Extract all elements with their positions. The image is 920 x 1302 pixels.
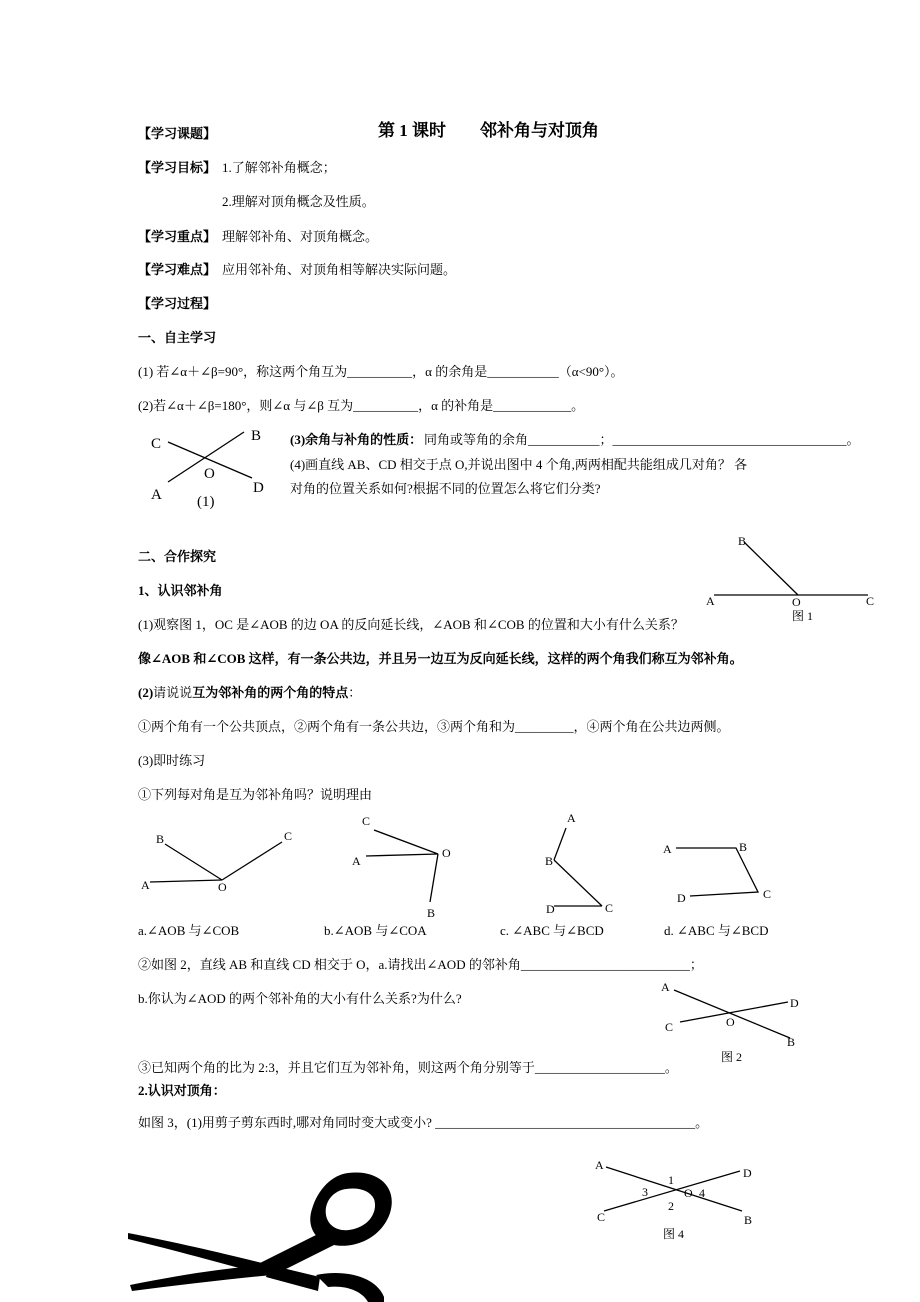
figure-tu1 [700,530,880,610]
fig1-label-b: B [251,428,262,444]
tu4-label-o: O [684,1186,693,1200]
figd-label-d: D [677,891,686,905]
figd-label-c: C [763,887,772,901]
scissors-illustration [120,1165,400,1302]
tu4-label-b: B [744,1213,753,1227]
figa-caption: a.∠AOB 与∠COB [138,923,240,938]
difficulty-text: 应用邻补角、对顶角相等解决实际问题。 [222,262,457,277]
figd-caption: d. ∠ABC 与∠BCD [664,923,769,938]
fig1-label-c: C [151,436,162,452]
figb-label-o: O [442,846,451,860]
tu4-label-3: 3 [642,1185,648,1199]
figb-label-b: B [427,906,436,920]
tu4-label-d: D [743,1166,752,1180]
section1-q3-rest: 同角或等角的余角___________；____________________________________。 [424,432,860,447]
figa-label-c: C [284,829,293,843]
tu4-label-c: C [597,1210,606,1224]
tu1-label-c: C [866,594,875,608]
goals-label: 【学习目标】 [138,160,217,175]
figb-caption: b.∠AOB 与∠COA [324,923,427,938]
section1-q2: (2)若∠α＋∠β=180°，则∠α 与∠β 互为__________，α 的补角是____________。 [138,398,585,413]
section2-p3: (3)即时练习 [138,753,206,768]
section1-q3-bold: (3)余角与补角的性质： [290,432,423,447]
difficulty-label: 【学习难点】 [138,262,217,277]
section2-sub1: 1、认识邻补角 [138,583,223,598]
fig1-label-a: A [151,487,162,503]
keypoint-label: 【学习重点】 [138,229,217,244]
tu4-label-4: 4 [699,1186,705,1200]
figa-label-o: O [218,880,227,894]
page-title: 第 1 课时 邻补角与对顶角 [378,121,599,140]
figc-label-c: C [605,901,614,915]
subject-label: 【学习课题】 [138,126,217,141]
tu2-label-o: O [726,1015,735,1029]
keypoint-text: 理解邻补角、对顶角概念。 [222,229,379,244]
section2-p2 [138,685,361,701]
section2-ex2a: ②如图 2，直线 AB 和直线 CD 相交于 O，a.请找出∠AOD 的邻补角__________________________； [138,957,703,972]
figa-label-b: B [156,832,165,846]
p2-bold: 互为邻补角的两个角的特点 [192,685,349,700]
figd-label-a: A [663,842,672,856]
tu2-label-a: A [661,980,670,994]
tu1-caption: 图 1 [792,609,814,623]
section2-p2-items: ①两个角有一个公共顶点，②两个角有一条公共边，③两个角和为_________，④两个角在公共边两侧。 [138,719,730,734]
goal-item-1: 1.了解邻补角概念； [222,160,336,175]
tu4-label-a: A [595,1158,604,1172]
p2-mid: 请说说 [153,685,193,700]
tu4-label-1: 1 [668,1173,674,1187]
figc-label-d: D [546,902,555,916]
section2-ex2b: b.你认为∠AOD 的两个邻补角的大小有什么关系?为什么? [138,991,462,1006]
tu2-caption: 图 2 [721,1050,743,1064]
tu2-label-d: D [790,996,799,1010]
tu2-label-c: C [665,1020,674,1034]
tu1-label-o: O [792,595,801,609]
tu2-label-b: B [787,1035,796,1049]
figc-label-b: B [545,854,554,868]
process-label: 【学习过程】 [138,296,217,311]
tu1-label-a: A [706,594,715,608]
figc-caption: c. ∠ABC 与∠BCD [500,923,604,938]
section2-heading: 二、合作探究 [138,549,217,564]
figc-label-a: A [567,811,576,825]
adjacent-angle-definition: 像∠AOB 和∠COB 这样，有一条公共边，并且另一边互为反向延长线，这样的两个角我们称互为邻补角。 [138,651,743,666]
section1-q4-line2: 对角的位置关系如何?根据不同的位置怎么将它们分类? [290,481,601,496]
fig1-caption: (1) [197,494,215,510]
tu4-caption: 图 4 [663,1227,685,1241]
fig1-label-o: O [204,466,215,482]
section2-p1: (1)观察图 1，OC 是∠AOB 的边 OA 的反向延长线，∠AOB 和∠COB 的位置和大小有什么关系？ [138,617,684,632]
tu4-label-2: 2 [668,1199,674,1213]
p2-prefix: (2) [138,685,154,700]
section2-ex3: ③已知两个角的比为 2:3，并且它们互为邻补角，则这两个角分别等于____________________。 [138,1060,678,1075]
figa-label-a: A [141,878,150,892]
section1-heading: 一、自主学习 [138,330,217,345]
tu1-label-b: B [738,534,747,548]
goal-item-2: 2.理解对顶角概念及性质。 [222,194,375,209]
p2-end: ： [348,685,362,700]
section2-ex1: ①下列每对角是互为邻补角吗？说明理由 [138,787,373,802]
fig1-label-d: D [253,480,264,496]
section1-q1: (1) 若∠α＋∠β=90°，称这两个角互为__________，α 的余角是___________（α<90°）。 [138,364,624,379]
figb-label-c: C [362,814,371,828]
section1-q4-line1: (4)画直线 AB、CD 相交于点 O,并说出图中 4 个角,两两相配共能组成几对角？ 各 [290,457,748,472]
figb-label-a: A [352,854,361,868]
section2-sub2: 2.认识对顶角： [138,1083,226,1098]
figd-label-b: B [739,840,748,854]
section2-p4: 如图 3，(1)用剪子剪东西时,哪对角同时变大或变小? ________________________________________。 [138,1115,709,1130]
